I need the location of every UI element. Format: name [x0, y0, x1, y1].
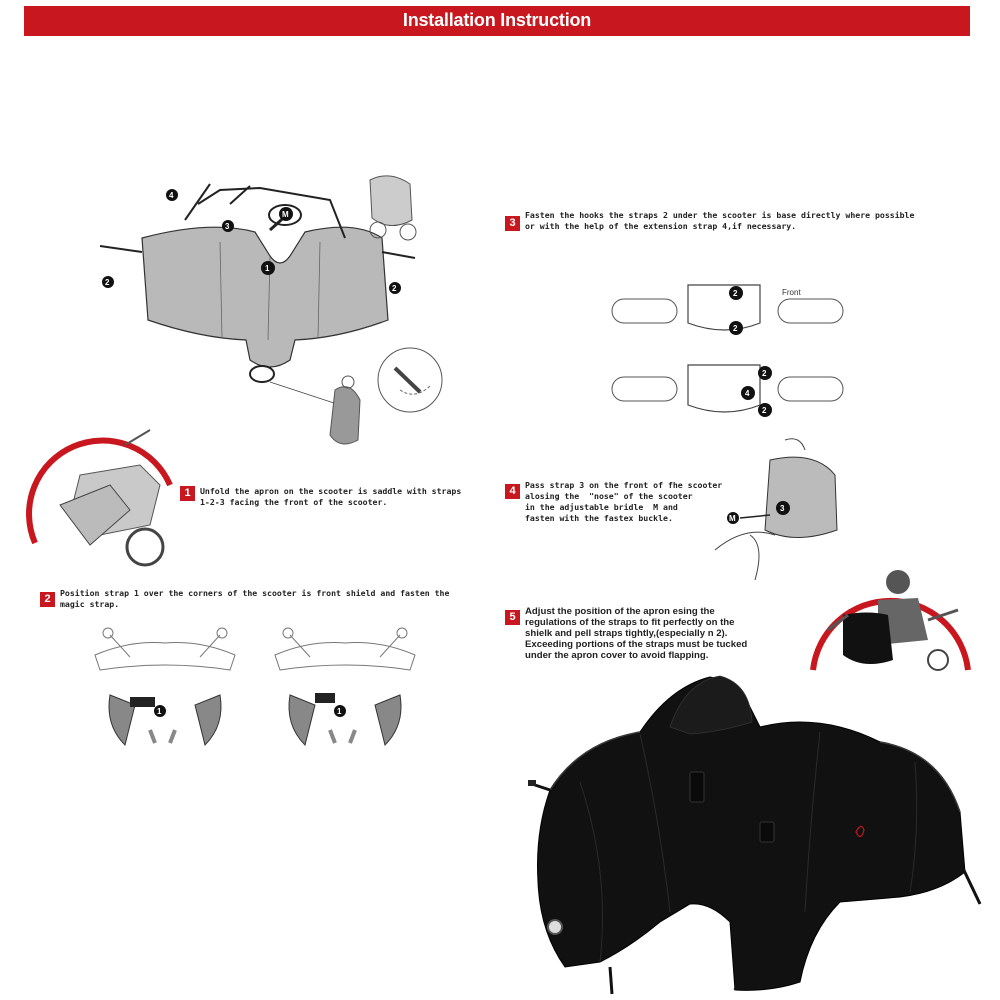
callout-2-left: 2	[105, 278, 110, 287]
product-photo	[520, 672, 990, 998]
step-4-line-3: in the adjustable bridle M and	[525, 502, 678, 512]
svg-text:2: 2	[733, 324, 738, 333]
callout-2-right: 2	[392, 284, 397, 293]
svg-text:M: M	[729, 514, 736, 523]
svg-text:2: 2	[762, 369, 767, 378]
step-3-line-1: Fasten the hooks the straps 2 under the scooter is base directly where possible	[525, 210, 915, 220]
step-1-line-1: Unfold the apron on the scooter is saddle with straps	[200, 486, 462, 496]
header-bar	[24, 6, 970, 36]
step-5-number: 5	[505, 610, 520, 625]
step-4-line-2: alosing the "nose" of the scooter	[525, 491, 693, 501]
front-label: Front	[782, 288, 801, 297]
step-5-line-5: under the apron cover to avoid flapping.	[525, 650, 709, 661]
step-5-line-4: Exceeding portions of the straps must be tucked	[525, 639, 748, 650]
step5-rider-image	[808, 560, 973, 675]
svg-text:1: 1	[337, 707, 342, 716]
callout-4: 4	[169, 191, 174, 200]
svg-text:3: 3	[780, 504, 785, 513]
step3-base-diagram	[610, 275, 860, 435]
svg-text:4: 4	[745, 389, 750, 398]
step-3-number: 3	[505, 216, 520, 231]
callout-m: M	[282, 210, 289, 219]
step-4-line-1: Pass strap 3 on the front of fhe scooter	[525, 480, 723, 490]
step-5-line-1: Adjust the position of the apron esing the	[525, 606, 715, 617]
step-3-line-2: or with the help of the extension strap 4,if necessary.	[525, 221, 797, 231]
svg-text:2: 2	[762, 406, 767, 415]
step-1-line-2: 1-2-3 facing the front of the scooter.	[200, 497, 388, 507]
callout-3: 3	[225, 222, 230, 231]
svg-text:1: 1	[157, 707, 162, 716]
step-5-line-2: regulations of the straps to fit perfectly on the	[525, 617, 735, 628]
step-2-line-2: magic strap.	[60, 599, 120, 609]
step-2-line-1: Position strap 1 over the corners of the scooter is front shield and fasten the	[60, 588, 450, 598]
callout-1: 1	[265, 264, 270, 273]
step-2-number: 2	[40, 592, 55, 607]
step-1-number: 1	[180, 486, 195, 501]
apron-overview-diagram	[90, 160, 450, 460]
page-title: Installation Instruction	[402, 10, 592, 30]
step-4-number: 4	[505, 484, 520, 499]
step-5-line-3: shielk and pell straps tightly,(especially n 2).	[525, 628, 728, 639]
svg-text:2: 2	[733, 289, 738, 298]
step2-handlebar-diagram-right	[270, 625, 420, 755]
step2-handlebar-diagram-left	[90, 625, 240, 755]
step-4-line-4: fasten with the fastex buckle.	[525, 513, 673, 523]
step1-scooter-image	[30, 425, 180, 575]
